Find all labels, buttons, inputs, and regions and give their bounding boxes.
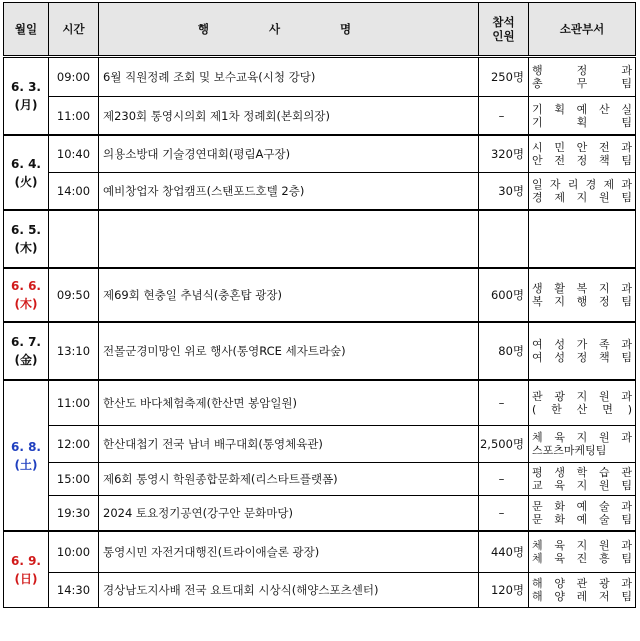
dept-division: 시 민 안 전 과 xyxy=(532,141,632,154)
event-name-cell: 경상남도지사배 전국 요트대회 시상식(해양스포츠센터) xyxy=(99,573,479,608)
dept-cell xyxy=(529,97,636,136)
dept-team: 기 획 팀 xyxy=(532,115,632,129)
dept-cell xyxy=(529,573,636,608)
time-cell: 14:30 xyxy=(49,573,99,608)
time-cell: 15:00 xyxy=(49,463,99,496)
dept-division: 일 자 리 경 제 과 xyxy=(532,178,632,191)
dept-cell xyxy=(529,135,636,173)
table-row xyxy=(4,463,636,496)
date-weekday: (日) xyxy=(14,571,38,586)
date-day: 6. 7. xyxy=(11,335,41,349)
attendance-cell: 80명 xyxy=(479,322,529,380)
dept-cell xyxy=(529,463,636,496)
date-weekday: (月) xyxy=(14,98,38,112)
dept-team: 교 육 지 원 팀 xyxy=(532,479,632,492)
dept-team: 해 양 레 저 팀 xyxy=(532,590,632,603)
table-row xyxy=(4,57,636,97)
date-weekday: (土) xyxy=(14,457,38,472)
event-name-cell: 6월 직원정례 조회 및 보수교육(시청 강당) xyxy=(99,57,479,97)
table-row xyxy=(4,135,636,173)
table-row xyxy=(4,426,636,463)
attendance-cell: 320명 xyxy=(479,135,529,173)
time-cell: 13:10 xyxy=(49,322,99,380)
attendance-cell: 2,500명 xyxy=(479,426,529,463)
event-name-cell: 전몰군경미망인 위로 행사(통영RCE 세자트라숲) xyxy=(99,322,479,380)
dept-division: 행 정 과 xyxy=(532,64,632,77)
date-cell xyxy=(4,531,49,608)
date-weekday: (木) xyxy=(14,297,38,311)
dept-team: 안 전 정 책 팀 xyxy=(532,154,632,167)
dept-cell xyxy=(529,496,636,532)
date-day: 6. 6. xyxy=(11,279,41,293)
time-cell: 10:00 xyxy=(49,531,99,573)
dept-team: 여 성 정 책 팀 xyxy=(532,351,632,364)
date-day: 6. 3. xyxy=(11,80,41,94)
time-cell: 11:00 xyxy=(49,97,99,136)
time-cell: 19:30 xyxy=(49,496,99,532)
table-row xyxy=(4,380,636,426)
time-cell: 12:00 xyxy=(49,426,99,463)
event-name-cell: 통영시민 자전거대행진(트라이애슬론 광장) xyxy=(99,531,479,573)
date-cell xyxy=(4,210,49,268)
date-cell xyxy=(4,268,49,322)
time-cell: 10:40 xyxy=(49,135,99,173)
header-attendance-line-1: 참석 xyxy=(492,15,515,29)
table-row xyxy=(4,496,636,532)
header-event xyxy=(99,3,479,57)
attendance-cell xyxy=(479,210,529,268)
dept-team: 총 무 팀 xyxy=(532,77,632,90)
date-cell xyxy=(4,322,49,380)
event-name-cell: 제6회 통영시 학원종합문화제(리스타트플랫폼) xyxy=(99,463,479,496)
header-dept: 소관부서 xyxy=(529,3,636,57)
date-weekday: (木) xyxy=(14,241,38,255)
dept-division: 평 생 학 습 관 xyxy=(532,466,632,479)
date-weekday: (金) xyxy=(14,353,38,367)
event-name-cell xyxy=(99,210,479,268)
table-row xyxy=(4,173,636,211)
attendance-cell: – xyxy=(479,380,529,426)
dept-division: 기 획 예 산 실 xyxy=(532,102,632,116)
table-row xyxy=(4,97,636,136)
dept-division: 여 성 가 족 과 xyxy=(532,338,632,351)
schedule-body xyxy=(4,57,636,608)
attendance-cell: 120명 xyxy=(479,573,529,608)
header-row xyxy=(4,3,636,57)
time-cell: 14:00 xyxy=(49,173,99,211)
dept-division: 체 육 지 원 과 xyxy=(532,539,632,552)
attendance-cell: 250명 xyxy=(479,57,529,97)
dept-team: 복 지 행 정 팀 xyxy=(532,295,632,308)
header-event-label: 행 사 명 xyxy=(197,22,380,36)
table-row xyxy=(4,268,636,322)
time-cell xyxy=(49,210,99,268)
attendance-cell: 440명 xyxy=(479,531,529,573)
event-name-cell: 예비창업자 창업캠프(스탠포드호텔 2층) xyxy=(99,173,479,211)
header-attendance xyxy=(479,3,529,57)
date-cell xyxy=(4,57,49,136)
date-day: 6. 4. xyxy=(11,156,41,171)
dept-cell xyxy=(529,173,636,211)
attendance-cell: – xyxy=(479,496,529,532)
schedule-table xyxy=(3,2,636,608)
attendance-cell: – xyxy=(479,97,529,136)
date-cell xyxy=(4,135,49,210)
attendance-cell: 600명 xyxy=(479,268,529,322)
date-day: 6. 9. xyxy=(11,553,41,568)
dept-division: 관 광 지 원 과 xyxy=(532,390,632,403)
date-day: 6. 8. xyxy=(11,439,41,454)
table-row xyxy=(4,322,636,380)
table-row xyxy=(4,573,636,608)
event-name-cell: 2024 토요정기공연(강구안 문화마당) xyxy=(99,496,479,532)
dept-team: 문 화 예 술 팀 xyxy=(532,513,632,526)
dept-cell xyxy=(529,531,636,573)
date-day: 6. 5. xyxy=(11,223,41,237)
dept-cell xyxy=(529,322,636,380)
dept-cell xyxy=(529,426,636,463)
header-attendance-line-2: 인원 xyxy=(492,29,515,43)
event-name-cell: 한산대첩기 전국 남녀 배구대회(통영체육관) xyxy=(99,426,479,463)
attendance-cell: – xyxy=(479,463,529,496)
dept-team: ( 한 산 면 ) xyxy=(532,403,632,416)
dept-division: 체 육 지 원 과 xyxy=(532,431,632,444)
header-date: 월일 xyxy=(4,3,49,57)
header-time: 시간 xyxy=(49,3,99,57)
dept-division: 생 활 복 지 과 xyxy=(532,282,632,295)
dept-team: 체 육 진 흥 팀 xyxy=(532,552,632,565)
schedule-document xyxy=(3,2,636,608)
dept-team: 경 제 지 원 팀 xyxy=(532,191,632,204)
time-cell: 09:50 xyxy=(49,268,99,322)
dept-division: 해 양 관 광 과 xyxy=(532,577,632,590)
date-cell xyxy=(4,380,49,531)
dept-cell xyxy=(529,268,636,322)
dept-cell xyxy=(529,57,636,97)
time-cell: 11:00 xyxy=(49,380,99,426)
dept-team: 스포츠마케팅팀 xyxy=(532,444,607,457)
dept-cell xyxy=(529,210,636,268)
event-name-cell: 제69회 현충일 추념식(충혼탑 광장) xyxy=(99,268,479,322)
event-name-cell: 의용소방대 기술경연대회(평림A구장) xyxy=(99,135,479,173)
time-cell: 09:00 xyxy=(49,57,99,97)
event-name-cell: 제230회 통영시의회 제1차 정례회(본회의장) xyxy=(99,97,479,136)
dept-division: 문 화 예 술 과 xyxy=(532,500,632,513)
table-row xyxy=(4,531,636,573)
attendance-cell: 30명 xyxy=(479,173,529,211)
table-row xyxy=(4,210,636,268)
event-name-cell: 한산도 바다체험축제(한산면 봉암일원) xyxy=(99,380,479,426)
date-weekday: (火) xyxy=(14,174,38,189)
dept-cell xyxy=(529,380,636,426)
